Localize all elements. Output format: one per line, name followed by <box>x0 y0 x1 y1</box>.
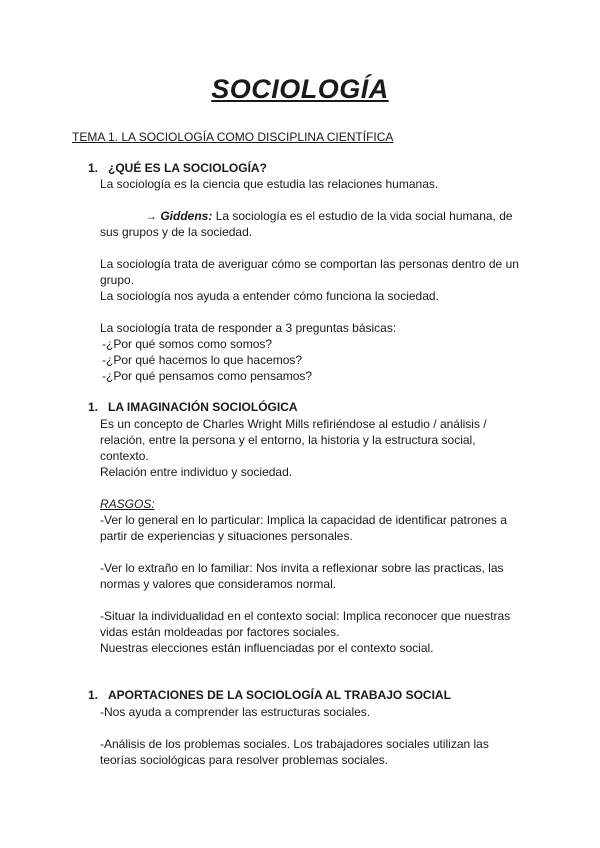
paragraph-line: contexto. <box>100 449 149 463</box>
question-item: -¿Por qué pensamos como pensamos? <box>102 369 313 383</box>
question-item: -¿Por qué somos como somos? <box>102 337 273 351</box>
section-number: 1. <box>88 161 99 175</box>
giddens-label: Giddens: <box>160 209 213 223</box>
question-item: -¿Por qué hacemos lo que hacemos? <box>102 353 303 367</box>
paragraph-line: La sociología nos ayuda a entender cómo funciona la sociedad. <box>100 289 439 303</box>
paragraph-line: La sociología trata de responder a 3 preguntas básicas: <box>100 321 397 335</box>
paragraph-line: Nuestras elecciones están influenciadas por el contexto social. <box>100 641 434 655</box>
section-heading-que-es <box>88 161 267 175</box>
paragraph-line: teorías sociológicas para resolver problemas sociales. <box>100 753 389 767</box>
section-heading-text: ¿QUÉ ES LA SOCIOLOGÍA? <box>108 161 267 175</box>
section-heading-text: LA IMAGINACIÓN SOCIOLÓGICA <box>108 400 298 414</box>
section-heading-aportaciones <box>88 688 451 702</box>
paragraph-line: -Ver lo extraño en lo familiar: Nos invita a reflexionar sobre las practicas, las <box>100 561 504 575</box>
paragraph-line: relación, entre la persona y el entorno, la historia y la estructura social, <box>100 433 476 447</box>
rasgos-label: RASGOS: <box>100 497 155 511</box>
topic-subtitle: TEMA 1. LA SOCIOLOGÍA COMO DISCIPLINA CIENTÍFICA <box>72 130 394 144</box>
giddens-quote <box>145 208 513 224</box>
paragraph-line: -Nos ayuda a comprender las estructuras sociales. <box>100 705 371 719</box>
paragraph-line: partir de experiencias y situaciones personales. <box>100 529 353 543</box>
giddens-text: La sociología es el estudio de la vida social humana, de <box>215 209 513 223</box>
paragraph-line: Relación entre individuo y sociedad. <box>100 465 293 479</box>
paragraph-line: -Ver lo general en lo particular: Implica la capacidad de identificar patrones a <box>100 513 507 527</box>
page-title: SOCIOLOGÍA <box>211 74 389 104</box>
section-number: 1. <box>88 400 99 414</box>
section-heading-text: APORTACIONES DE LA SOCIOLOGÍA AL TRABAJO SOCIAL <box>108 688 451 702</box>
paragraph-line: Es un concepto de Charles Wright Mills refiriéndose al estudio / análisis / <box>100 417 487 431</box>
paragraph-line: sus grupos y de la sociedad. <box>100 225 253 239</box>
paragraph-line: La sociología es la ciencia que estudia las relaciones humanas. <box>100 177 439 191</box>
paragraph-line: normas y valores que consideramos normal. <box>100 577 337 591</box>
paragraph-line: -Análisis de los problemas sociales. Los trabajadores sociales utilizan las <box>100 737 489 751</box>
section-number: 1. <box>88 688 99 702</box>
paragraph-line: vidas están moldeadas por factores sociales. <box>100 625 340 639</box>
arrow-right-icon: → <box>145 209 157 223</box>
section-heading-imaginacion <box>88 400 298 414</box>
paragraph-line: grupo. <box>100 273 135 287</box>
paragraph-line: La sociología trata de averiguar cómo se comportan las personas dentro de un <box>100 257 519 271</box>
paragraph-line: -Situar la individualidad en el contexto social: Implica reconocer que nuestras <box>100 609 511 623</box>
